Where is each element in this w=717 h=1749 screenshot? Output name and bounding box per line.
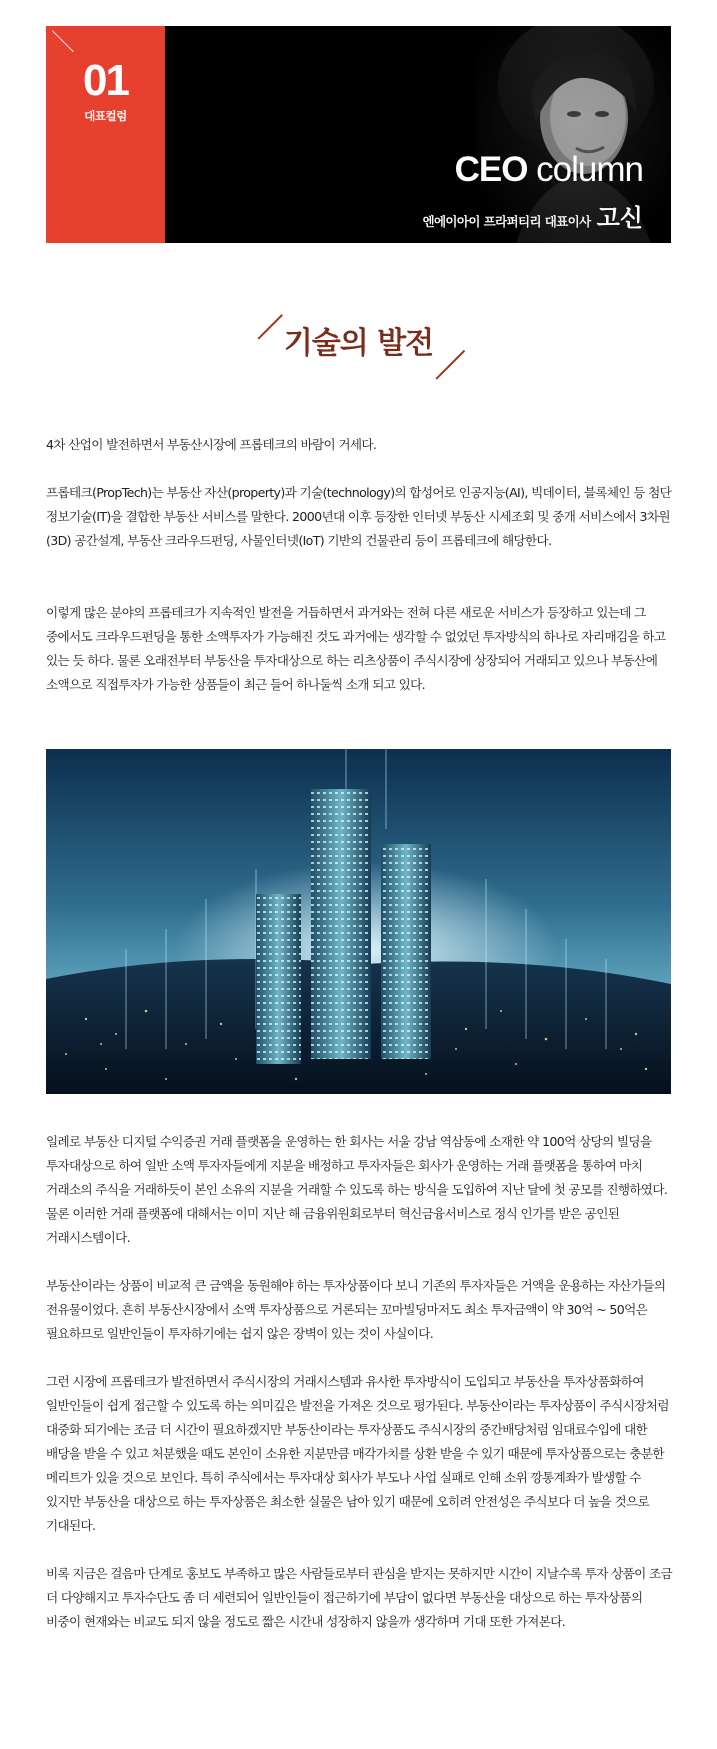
body-paragraph-2: 부동산이라는 상품이 비교적 큰 금액을 동원해야 하는 투자상품이다 보니 기존의 투자자들은 거액을 운용하는 자산가들의 전유물이었다. 흔히 부동산시장에서 소액 투자상품으로 거론되는 꼬마빌딩마저도 최소 투자금액이 약 30억 ~ 50억은 필요하므로 일반인들이 투자하기에는 쉽지 않은 장벽이 있는 것이 사실이다. [46,1278,666,1341]
body-paragraph-1: 일례로 부동산 디지털 수익증권 거래 플랫폼을 운영하는 한 회사는 서울 강남 역삼동에 소재한 약 100억 상당의 빌딩을 투자대상으로 하여 일반 소액 투자자들에게 지분을 배정하고 투자자들은 회사가 운영하는 거래 플랫폼을 통하여 마치 거래소의 주식을 거래하듯이 본인 소유의 지분을 거래할 수 있도록 하는 방식을 도입하여 지난 달에 첫 공모를 진행하였다. 물론 이러한 거래 플랫폼에 대해서는 이미 지난 해 금융위원회로부터 혁신금융서비스로 정식 인가를 받은 공인된 거래시스템이다. [46,1134,668,1245]
intro-paragraph-2: 프롭테크(PropTech)는 부동산 자산(property)과 기술(technology)의 합성어로 인공지능(AI), 빅데이터, 블록체인 등 첨단 정보기술(IT)을 결합한 부동산 서비스를 말한다. 2000년대 이후 등장한 인터넷 부동산 시세조회 및 중개 서비스에서 3차원(3D) 공간설계, 부동산 크라우드펀딩, 사물인터넷(IoT) 기반의 건물관리 등이 프롭테크에 해당한다. [46,485,672,548]
column-number-block [46,26,165,243]
author-name: 고신 [596,203,643,232]
decorative-slash [52,30,74,52]
column-number: 01 [83,56,128,105]
ceo-title-bold: CEO [454,150,528,189]
intro-paragraph-1: 4차 산업이 발전하면서 부동산시장에 프롭테크의 바람이 거세다. [46,437,377,452]
intro-paragraph-3: 이렇게 많은 분야의 프롭테크가 지속적인 발전을 거듭하면서 과거와는 전혀 다른 새로운 서비스가 등장하고 있는데 그 중에서도 크라우드펀딩을 통한 소액투자가 가능해진 것도 과거에는 생각할 수 없었던 투자방식의 하나로 자리매김을 하고 있는 듯 하다. 물론 오래전부터 부동산을 투자대상으로 하는 리츠상품이 주식시장에 상장되어 거래되고 있으나 부동산에 소액으로 직접투자가 가능한 상품들이 최근 들어 하나둘씩 소개 되고 있다. [46,605,666,692]
body-paragraph-4: 비록 지금은 걸음마 단계로 홍보도 부족하고 많은 사람들로부터 관심을 받지는 못하지만 시간이 지날수록 투자 상품이 조금 더 다양해지고 투자수단도 좀 더 세련되어 일반인들이 접근하기에 부담이 없다면 부동산을 대상으로 하는 투자상품의 비중이 현재와는 비교도 되지 않을 정도로 짧은 시간내 성장하지 않을까 생각하며 기대 또한 가져본다. [46,1566,673,1629]
article-title-block [0,300,717,380]
author-company: 엔에이아이 프라퍼티리 대표이사 [422,214,591,229]
ceo-title-rest: column [527,150,643,189]
smart-city-hero-image [46,749,671,1094]
author-byline [422,198,643,233]
body-paragraph-3: 그런 시장에 프롭테크가 발전하면서 주식시장의 거래시스템과 유사한 투자방식이 도입되고 부동산을 투자상품화하여 일반인들이 쉽게 접근할 수 있도록 하는 의미깊은 발전을 가져온 것으로 평가된다. 부동산이라는 투자상품이 주식시장처럼 대중화 되기에는 조금 더 시간이 필요하겠지만 부동산이라는 투자상품도 주식시장의 중간배당처럼 임대료수입에 대한 배당을 받을 수 있고 처분했을 때도 본인이 소유한 지분만큼 매각가치를 상환 받을 수 있기 때문에 투자상품으로는 충분한 메리트가 있을 것으로 보인다. 특히 주식에서는 투자대상 회사가 부도나 사업 실패로 인해 소위 깡통계좌가 발생할 수 있지만 부동산을 대상으로 하는 투자상품은 최소한 실물은 남아 있기 때문에 오히려 안전성은 주식보다 더 높을 것으로 기대된다. [46,1374,669,1533]
column-header [46,26,671,243]
ceo-column-title [455,150,643,190]
article-title: 기술의 발전 [283,326,434,361]
column-category: 대표컬럼 [84,109,127,123]
